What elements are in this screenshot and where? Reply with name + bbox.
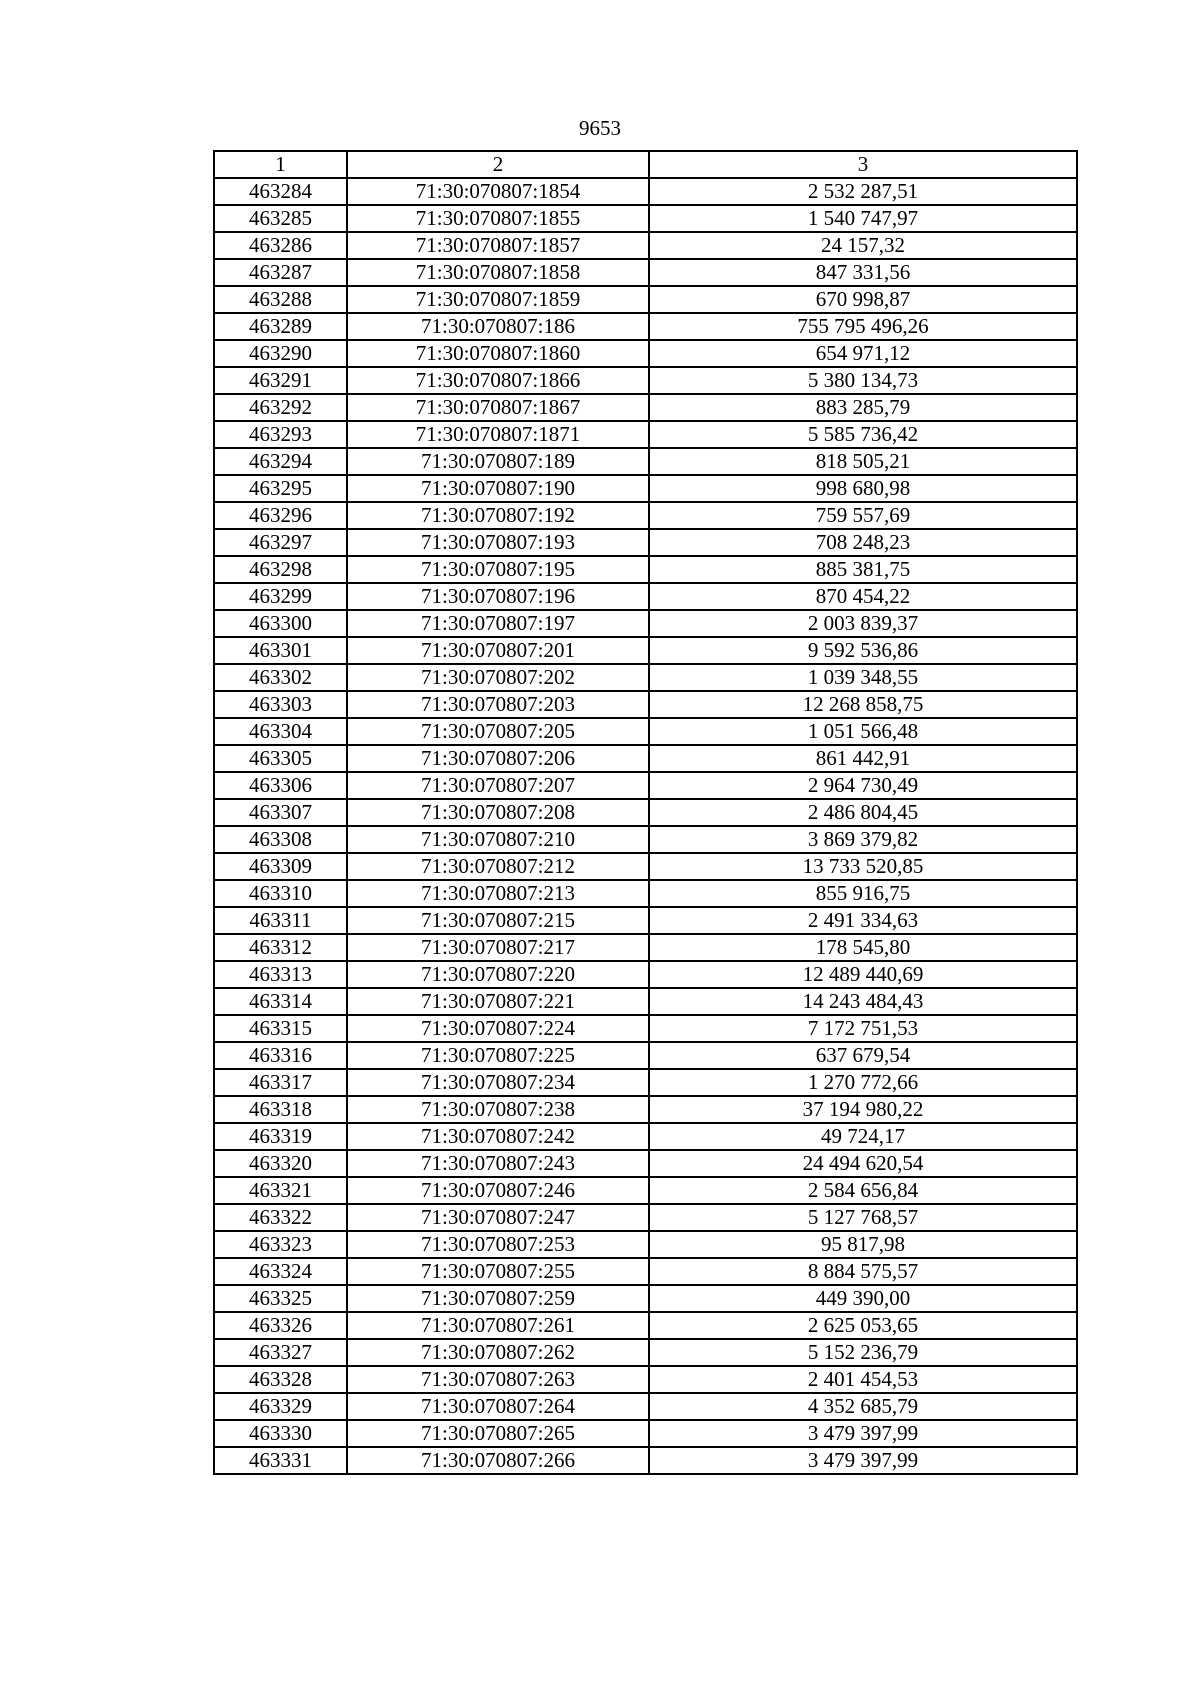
record-number-cell: 463325 (214, 1285, 347, 1312)
cadastral-number-cell: 71:30:070807:210 (347, 826, 649, 853)
value-cell: 870 454,22 (649, 583, 1077, 610)
table-row (214, 1042, 1077, 1069)
table-row (214, 1150, 1077, 1177)
cadastral-number-cell: 71:30:070807:1871 (347, 421, 649, 448)
cadastral-number-cell: 71:30:070807:213 (347, 880, 649, 907)
cadastral-number-cell: 71:30:070807:203 (347, 691, 649, 718)
value-cell: 670 998,87 (649, 286, 1077, 313)
record-number-cell: 463310 (214, 880, 347, 907)
table-row (214, 610, 1077, 637)
table-row (214, 664, 1077, 691)
table-row (214, 1096, 1077, 1123)
cadastral-number-cell: 71:30:070807:1854 (347, 178, 649, 205)
value-cell: 3 869 379,82 (649, 826, 1077, 853)
page-number: 9653 (579, 116, 621, 140)
table-row (214, 1339, 1077, 1366)
value-cell: 5 585 736,42 (649, 421, 1077, 448)
table-row (214, 637, 1077, 664)
cadastral-number-cell: 71:30:070807:201 (347, 637, 649, 664)
table-row (214, 313, 1077, 340)
cadastral-number-cell: 71:30:070807:220 (347, 961, 649, 988)
value-cell: 2 625 053,65 (649, 1312, 1077, 1339)
cadastral-number-cell: 71:30:070807:1860 (347, 340, 649, 367)
table-row (214, 1285, 1077, 1312)
record-number-cell: 463285 (214, 205, 347, 232)
table-row (214, 1420, 1077, 1447)
record-number-cell: 463312 (214, 934, 347, 961)
table-row (214, 421, 1077, 448)
value-cell: 2 003 839,37 (649, 610, 1077, 637)
value-cell: 883 285,79 (649, 394, 1077, 421)
table-row (214, 1177, 1077, 1204)
cadastral-number-cell: 71:30:070807:215 (347, 907, 649, 934)
table-row (214, 448, 1077, 475)
value-cell: 7 172 751,53 (649, 1015, 1077, 1042)
table-row (214, 556, 1077, 583)
cadastral-number-cell: 71:30:070807:238 (347, 1096, 649, 1123)
record-number-cell: 463324 (214, 1258, 347, 1285)
value-cell: 5 127 768,57 (649, 1204, 1077, 1231)
cadastral-number-cell: 71:30:070807:190 (347, 475, 649, 502)
table-header-row (214, 151, 1077, 178)
cadastral-number-cell: 71:30:070807:217 (347, 934, 649, 961)
record-number-cell: 463297 (214, 529, 347, 556)
cadastral-number-cell: 71:30:070807:266 (347, 1447, 649, 1474)
table-row (214, 178, 1077, 205)
record-number-cell: 463326 (214, 1312, 347, 1339)
record-number-cell: 463301 (214, 637, 347, 664)
value-cell: 24 494 620,54 (649, 1150, 1077, 1177)
table-row (214, 259, 1077, 286)
record-number-cell: 463328 (214, 1366, 347, 1393)
value-cell: 49 724,17 (649, 1123, 1077, 1150)
cadastral-number-cell: 71:30:070807:196 (347, 583, 649, 610)
value-cell: 5 152 236,79 (649, 1339, 1077, 1366)
value-cell: 95 817,98 (649, 1231, 1077, 1258)
table-row (214, 502, 1077, 529)
table-row (214, 475, 1077, 502)
table-row (214, 799, 1077, 826)
record-number-cell: 463329 (214, 1393, 347, 1420)
value-cell: 12 268 858,75 (649, 691, 1077, 718)
record-number-cell: 463318 (214, 1096, 347, 1123)
value-cell: 855 916,75 (649, 880, 1077, 907)
table-row (214, 907, 1077, 934)
value-cell: 449 390,00 (649, 1285, 1077, 1312)
record-number-cell: 463321 (214, 1177, 347, 1204)
record-number-cell: 463314 (214, 988, 347, 1015)
table-row (214, 772, 1077, 799)
table-row (214, 1312, 1077, 1339)
cadastral-number-cell: 71:30:070807:243 (347, 1150, 649, 1177)
cadastral-number-cell: 71:30:070807:264 (347, 1393, 649, 1420)
value-cell: 2 964 730,49 (649, 772, 1077, 799)
record-number-cell: 463307 (214, 799, 347, 826)
cadastral-number-cell: 71:30:070807:1857 (347, 232, 649, 259)
cadastral-number-cell: 71:30:070807:263 (347, 1366, 649, 1393)
cadastral-number-cell: 71:30:070807:224 (347, 1015, 649, 1042)
record-number-cell: 463304 (214, 718, 347, 745)
record-number-cell: 463289 (214, 313, 347, 340)
cadastral-number-cell: 71:30:070807:265 (347, 1420, 649, 1447)
record-number-cell: 463300 (214, 610, 347, 637)
cadastral-number-cell: 71:30:070807:193 (347, 529, 649, 556)
cadastral-number-cell: 71:30:070807:186 (347, 313, 649, 340)
table-row (214, 934, 1077, 961)
value-cell: 5 380 134,73 (649, 367, 1077, 394)
cadastral-number-cell: 71:30:070807:206 (347, 745, 649, 772)
cadastral-number-cell: 71:30:070807:1867 (347, 394, 649, 421)
table-row (214, 853, 1077, 880)
record-number-cell: 463287 (214, 259, 347, 286)
cadastral-number-cell: 71:30:070807:247 (347, 1204, 649, 1231)
record-number-cell: 463302 (214, 664, 347, 691)
table-row (214, 988, 1077, 1015)
value-cell: 885 381,75 (649, 556, 1077, 583)
record-number-cell: 463316 (214, 1042, 347, 1069)
cadastral-number-cell: 71:30:070807:202 (347, 664, 649, 691)
table-row (214, 691, 1077, 718)
value-cell: 1 051 566,48 (649, 718, 1077, 745)
record-number-cell: 463320 (214, 1150, 347, 1177)
table-row (214, 1015, 1077, 1042)
value-cell: 4 352 685,79 (649, 1393, 1077, 1420)
cadastral-number-cell: 71:30:070807:255 (347, 1258, 649, 1285)
record-number-cell: 463290 (214, 340, 347, 367)
record-number-cell: 463292 (214, 394, 347, 421)
value-cell: 24 157,32 (649, 232, 1077, 259)
value-cell: 2 401 454,53 (649, 1366, 1077, 1393)
table-row (214, 1123, 1077, 1150)
record-number-cell: 463330 (214, 1420, 347, 1447)
cadastral-number-cell: 71:30:070807:242 (347, 1123, 649, 1150)
record-number-cell: 463315 (214, 1015, 347, 1042)
value-cell: 759 557,69 (649, 502, 1077, 529)
value-cell: 755 795 496,26 (649, 313, 1077, 340)
record-number-cell: 463305 (214, 745, 347, 772)
value-cell: 3 479 397,99 (649, 1447, 1077, 1474)
column-header-2: 2 (347, 151, 649, 178)
record-number-cell: 463309 (214, 853, 347, 880)
cadastral-number-cell: 71:30:070807:212 (347, 853, 649, 880)
table-row (214, 367, 1077, 394)
table-row (214, 1231, 1077, 1258)
cadastral-number-cell: 71:30:070807:205 (347, 718, 649, 745)
value-cell: 37 194 980,22 (649, 1096, 1077, 1123)
record-number-cell: 463323 (214, 1231, 347, 1258)
record-number-cell: 463284 (214, 178, 347, 205)
table-row (214, 826, 1077, 853)
value-cell: 178 545,80 (649, 934, 1077, 961)
value-cell: 1 270 772,66 (649, 1069, 1077, 1096)
record-number-cell: 463322 (214, 1204, 347, 1231)
record-number-cell: 463296 (214, 502, 347, 529)
column-header-3: 3 (649, 151, 1077, 178)
record-number-cell: 463294 (214, 448, 347, 475)
registry-table (213, 150, 1078, 1475)
cadastral-number-cell: 71:30:070807:195 (347, 556, 649, 583)
value-cell: 1 540 747,97 (649, 205, 1077, 232)
cadastral-number-cell: 71:30:070807:1859 (347, 286, 649, 313)
value-cell: 14 243 484,43 (649, 988, 1077, 1015)
value-cell: 708 248,23 (649, 529, 1077, 556)
table-row (214, 529, 1077, 556)
record-number-cell: 463286 (214, 232, 347, 259)
cadastral-number-cell: 71:30:070807:189 (347, 448, 649, 475)
cadastral-number-cell: 71:30:070807:261 (347, 1312, 649, 1339)
cadastral-number-cell: 71:30:070807:234 (347, 1069, 649, 1096)
value-cell: 654 971,12 (649, 340, 1077, 367)
record-number-cell: 463331 (214, 1447, 347, 1474)
table-row (214, 1393, 1077, 1420)
cadastral-number-cell: 71:30:070807:259 (347, 1285, 649, 1312)
table-row (214, 880, 1077, 907)
column-header-1: 1 (214, 151, 347, 178)
table-row (214, 961, 1077, 988)
table-row (214, 718, 1077, 745)
table-row (214, 394, 1077, 421)
record-number-cell: 463313 (214, 961, 347, 988)
record-number-cell: 463288 (214, 286, 347, 313)
cadastral-number-cell: 71:30:070807:1855 (347, 205, 649, 232)
table-row (214, 583, 1077, 610)
cadastral-number-cell: 71:30:070807:262 (347, 1339, 649, 1366)
cadastral-number-cell: 71:30:070807:197 (347, 610, 649, 637)
record-number-cell: 463319 (214, 1123, 347, 1150)
cadastral-number-cell: 71:30:070807:207 (347, 772, 649, 799)
record-number-cell: 463299 (214, 583, 347, 610)
table-row (214, 1204, 1077, 1231)
cadastral-number-cell: 71:30:070807:1866 (347, 367, 649, 394)
table-row (214, 1258, 1077, 1285)
value-cell: 8 884 575,57 (649, 1258, 1077, 1285)
table-body (214, 178, 1077, 1474)
value-cell: 637 679,54 (649, 1042, 1077, 1069)
record-number-cell: 463295 (214, 475, 347, 502)
value-cell: 2 584 656,84 (649, 1177, 1077, 1204)
value-cell: 998 680,98 (649, 475, 1077, 502)
value-cell: 2 532 287,51 (649, 178, 1077, 205)
record-number-cell: 463303 (214, 691, 347, 718)
value-cell: 861 442,91 (649, 745, 1077, 772)
record-number-cell: 463306 (214, 772, 347, 799)
record-number-cell: 463317 (214, 1069, 347, 1096)
cadastral-number-cell: 71:30:070807:1858 (347, 259, 649, 286)
record-number-cell: 463327 (214, 1339, 347, 1366)
value-cell: 818 505,21 (649, 448, 1077, 475)
table-row (214, 1069, 1077, 1096)
value-cell: 847 331,56 (649, 259, 1077, 286)
table-row (214, 745, 1077, 772)
value-cell: 13 733 520,85 (649, 853, 1077, 880)
value-cell: 9 592 536,86 (649, 637, 1077, 664)
record-number-cell: 463311 (214, 907, 347, 934)
record-number-cell: 463291 (214, 367, 347, 394)
record-number-cell: 463293 (214, 421, 347, 448)
cadastral-number-cell: 71:30:070807:253 (347, 1231, 649, 1258)
cadastral-number-cell: 71:30:070807:192 (347, 502, 649, 529)
cadastral-number-cell: 71:30:070807:208 (347, 799, 649, 826)
record-number-cell: 463308 (214, 826, 347, 853)
value-cell: 1 039 348,55 (649, 664, 1077, 691)
cadastral-number-cell: 71:30:070807:221 (347, 988, 649, 1015)
value-cell: 3 479 397,99 (649, 1420, 1077, 1447)
table-row (214, 1447, 1077, 1474)
cadastral-number-cell: 71:30:070807:246 (347, 1177, 649, 1204)
value-cell: 12 489 440,69 (649, 961, 1077, 988)
table-row (214, 232, 1077, 259)
table-row (214, 286, 1077, 313)
table-row (214, 205, 1077, 232)
value-cell: 2 491 334,63 (649, 907, 1077, 934)
record-number-cell: 463298 (214, 556, 347, 583)
table-row (214, 340, 1077, 367)
value-cell: 2 486 804,45 (649, 799, 1077, 826)
cadastral-number-cell: 71:30:070807:225 (347, 1042, 649, 1069)
table-row (214, 1366, 1077, 1393)
